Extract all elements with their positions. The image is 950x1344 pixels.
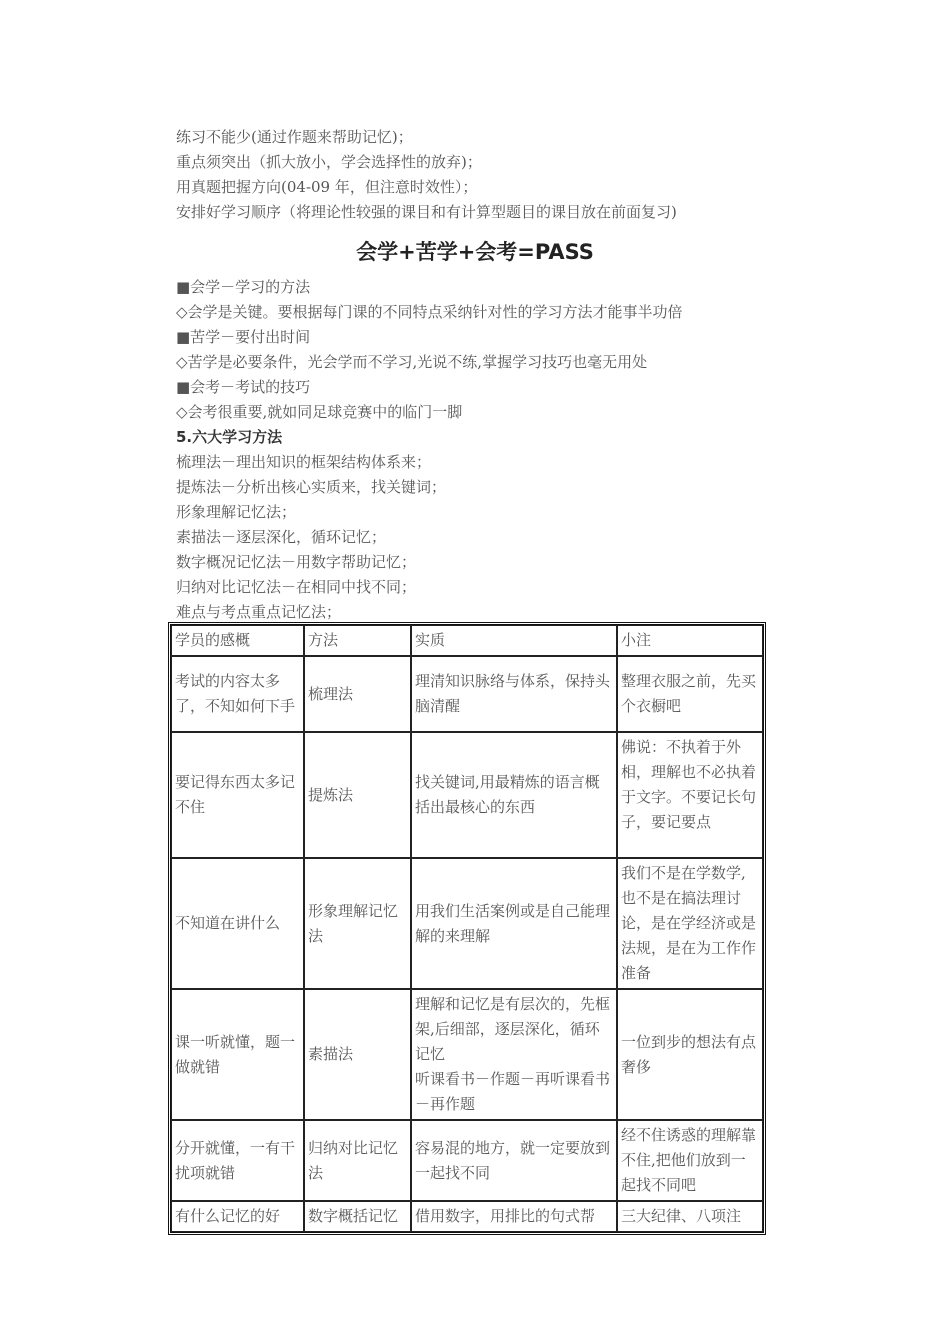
method-line: 归纳对比记忆法－在相同中找不同； <box>176 578 417 596</box>
table-cell: 三大纪律、八项注 <box>617 1201 763 1232</box>
table-row <box>171 656 763 732</box>
method-line: 数字概况记忆法－用数字帮助记忆； <box>176 553 417 571</box>
intro-line: 重点须突出（抓大放小，学会选择性的放弃)； <box>176 153 482 171</box>
table-cell: 要记得东西太多记不住 <box>171 732 304 858</box>
header-cell: 小注 <box>617 625 763 656</box>
header-cell: 方法 <box>304 625 411 656</box>
point-line: ◇会考很重要,就如同足球竞赛中的临门一脚 <box>176 403 463 421</box>
table-row <box>171 1201 763 1232</box>
methods-table <box>168 622 766 1235</box>
table-cell: 数字概括记忆 <box>304 1201 411 1232</box>
method-line: 难点与考点重点记忆法； <box>176 603 342 621</box>
header-cell: 学员的感概 <box>171 625 304 656</box>
table-cell: 理清知识脉络与体系，保持头脑清醒 <box>411 656 617 732</box>
table-cell: 找关键词,用最精炼的语言概括出最核心的东西 <box>411 732 617 858</box>
point-line: ◇苦学是必要条件，光会学而不学习,光说不练,掌握学习技巧也毫无用处 <box>176 353 648 371</box>
table-cell: 佛说：不执着于外相，理解也不必执着于文字。不要记长句子，要记要点 <box>617 732 763 858</box>
method-line: 提炼法－分析出核心实质来，找关键词； <box>176 478 447 496</box>
formula-title: 会学+苦学+会考=PASS <box>356 240 594 264</box>
header-cell: 实质 <box>411 625 617 656</box>
table-cell: 分开就懂，一有干扰项就错 <box>171 1120 304 1201</box>
table-cell: 提炼法 <box>304 732 411 858</box>
table-cell: 考试的内容太多了，不知如何下手 <box>171 656 304 732</box>
table-cell: 经不住诱惑的理解靠不住,把他们放到一起找不同吧 <box>617 1120 763 1201</box>
table-cell: 归纳对比记忆法 <box>304 1120 411 1201</box>
point-line: ◇会学是关键。要根据每门课的不同特点采纳针对性的学习方法才能事半功倍 <box>176 303 683 321</box>
table-cell: 素描法 <box>304 989 411 1120</box>
point-line: ■会学－学习的方法 <box>176 278 311 296</box>
method-line: 形象理解记忆法； <box>176 503 297 521</box>
table-row <box>171 732 763 858</box>
table-cell: 理解和记忆是有层次的，先框架,后细部，逐层深化，循环记忆 听课看书－作题－再听课看书－再作题 <box>411 989 617 1120</box>
table-cell: 借用数字，用排比的句式帮 <box>411 1201 617 1232</box>
table-cell: 形象理解记忆法 <box>304 858 411 989</box>
intro-line: 练习不能少(通过作题来帮助记忆)； <box>176 128 413 146</box>
table-cell: 整理衣服之前，先买个衣橱吧 <box>617 656 763 732</box>
table-cell: 有什么记忆的好 <box>171 1201 304 1232</box>
table-row <box>171 989 763 1120</box>
point-line: ■苦学－要付出时间 <box>176 328 311 346</box>
table-cell: 容易混的地方，就一定要放到一起找不同 <box>411 1120 617 1201</box>
method-line: 素描法－逐层深化，循环记忆； <box>176 528 387 546</box>
table-header-row <box>171 625 763 656</box>
table-cell: 课一听就懂，题一做就错 <box>171 989 304 1120</box>
table-cell: 用我们生活案例或是自己能理解的来理解 <box>411 858 617 989</box>
table-row <box>171 858 763 989</box>
table-row <box>171 1120 763 1201</box>
method-line: 梳理法－理出知识的框架结构体系来； <box>176 453 432 471</box>
table-cell: 不知道在讲什么 <box>171 858 304 989</box>
section-heading: 5.六大学习方法 <box>176 428 283 446</box>
table-cell: 我们不是在学数学,也不是在搞法理讨论，是在学经济或是法规，是在为工作作准备 <box>617 858 763 989</box>
intro-line: 用真题把握方向(04-09 年，但注意时效性）； <box>176 178 478 196</box>
intro-line: 安排好学习顺序（将理论性较强的课目和有计算型题目的课目放在前面复习) <box>176 203 677 221</box>
table-cell: 梳理法 <box>304 656 411 732</box>
table-cell: 一位到步的想法有点奢侈 <box>617 989 763 1120</box>
point-line: ■会考－考试的技巧 <box>176 378 311 396</box>
